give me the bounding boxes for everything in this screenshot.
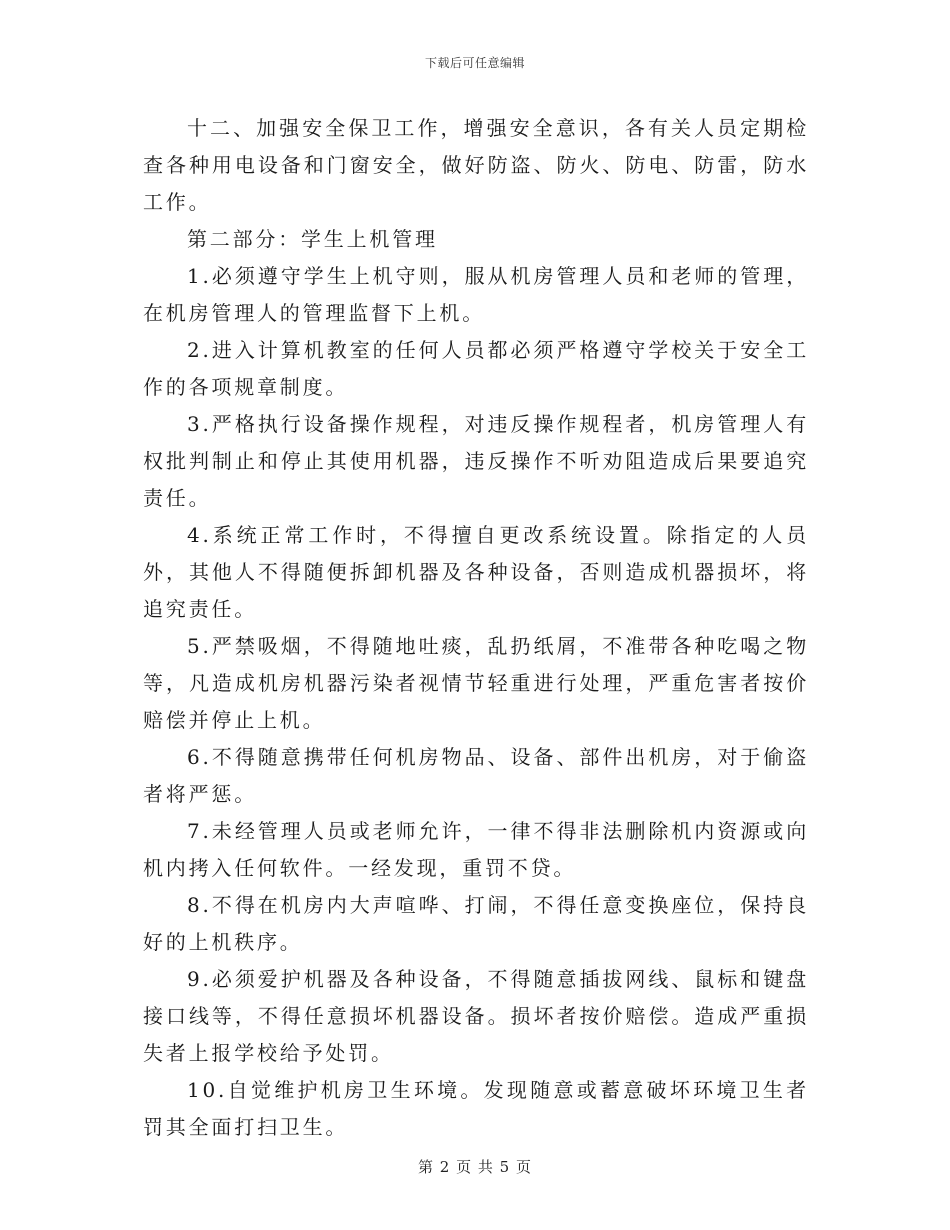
paragraph-security-item-12: 十二、加强安全保卫工作，增强安全意识，各有关人员定期检查各种用电设备和门窗安全，做好防盗、防火、防电、防雷，防水工作。 [143,116,809,214]
rule-item-8: 8.不得在机房内大声喧哗、打闹，不得任意变换座位，保持良好的上机秩序。 [143,893,809,954]
document-body [143,110,809,1146]
page-number-footer: 第 2 页 共 5 页 [418,1158,532,1176]
rule-item-6: 6.不得随意携带任何机房物品、设备、部件出机房，对于偷盗者将严惩。 [143,745,809,806]
rule-item-4: 4.系统正常工作时，不得擅自更改系统设置。除指定的人员外，其他人不得随便拆卸机器及各种设备，否则造成机器损坏，将追究责任。 [143,523,809,621]
rule-item-7: 7.未经管理人员或老师允许，一律不得非法删除机内资源或向机内拷入任何软件。一经发现，重罚不贷。 [143,819,809,880]
rule-item-3: 3.严格执行设备操作规程，对违反操作规程者，机房管理人有权批判制止和停止其使用机器，违反操作不听劝阻造成后果要追究责任。 [143,412,809,510]
section-heading-part-2: 第二部分：学生上机管理 [187,227,438,251]
rule-item-9: 9.必须爱护机器及各种设备，不得随意插拔网线、鼠标和键盘接口线等，不得任意损坏机器设备。损坏者按价赔偿。造成严重损失者上报学校给予处罚。 [143,967,809,1065]
rule-item-10: 10.自觉维护机房卫生环境。发现随意或蓄意破坏环境卫生者罚其全面打扫卫生。 [143,1078,809,1139]
page-header: 下载后可任意编辑 [424,56,525,70]
rule-item-2: 2.进入计算机教室的任何人员都必须严格遵守学校关于安全工作的各项规章制度。 [143,338,809,399]
rule-item-1: 1.必须遵守学生上机守则，服从机房管理人员和老师的管理，在机房管理人的管理监督下上机。 [143,264,809,325]
rule-item-5: 5.严禁吸烟，不得随地吐痰，乱扔纸屑，不准带各种吃喝之物等，凡造成机房机器污染者视情节轻重进行处理，严重危害者按价赔偿并停止上机。 [143,634,809,732]
